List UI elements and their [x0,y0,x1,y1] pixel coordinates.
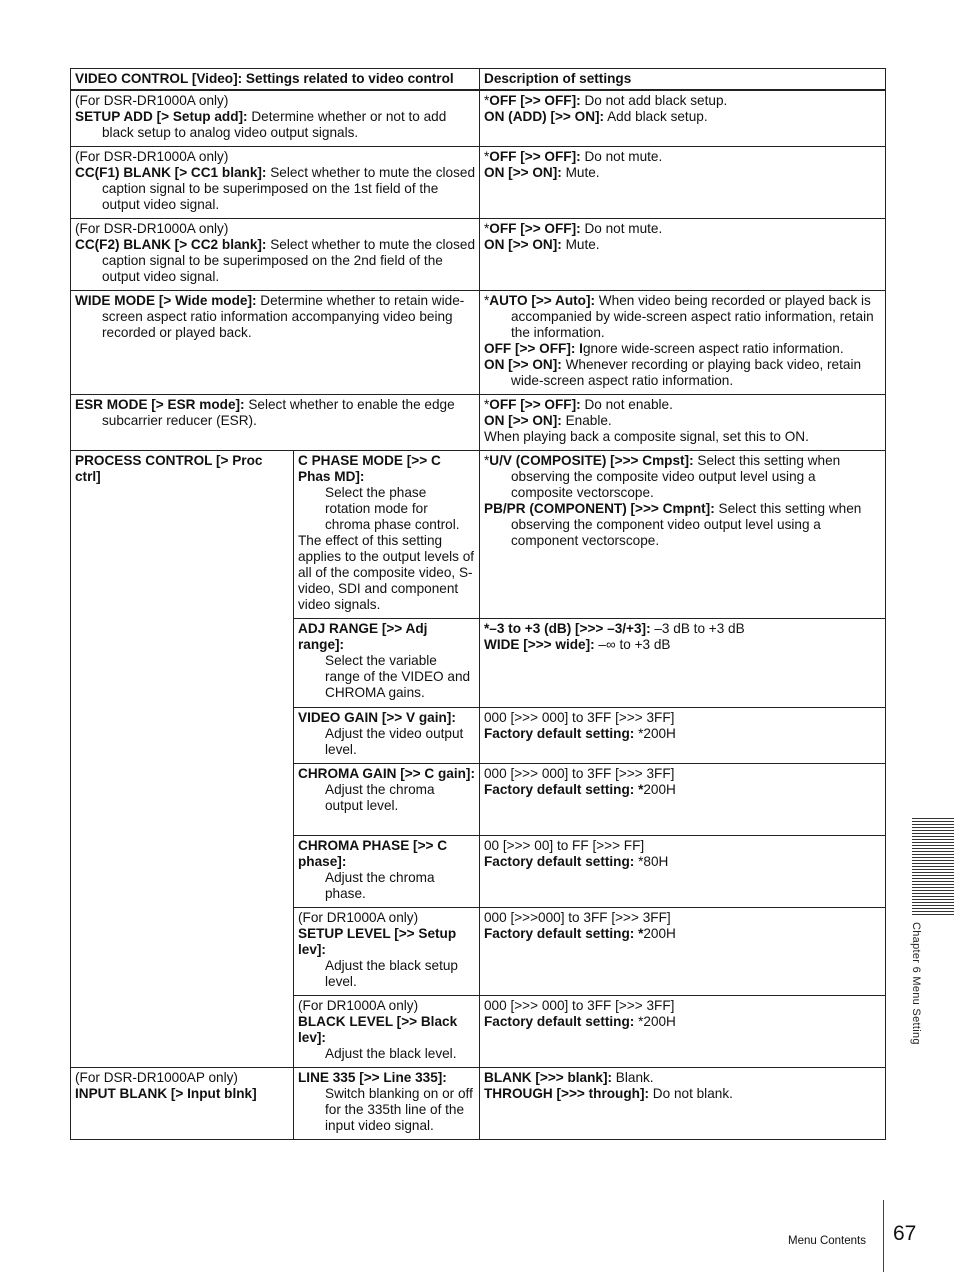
options-cell [480,707,886,763]
default-setting: Factory default setting: *80H [484,853,669,869]
settings-table [70,68,886,1140]
option-line: *–3 to +3 (dB) [>>> –3/+3]: –3 dB to +3 dB [484,620,745,636]
option-line: PB/PR (COMPONENT) [>>> Cmpnt]: Select this setting when observing the component video output level using a component vectorscope. [484,500,862,548]
sub-setting-cell [294,907,480,995]
option-line: *OFF [>> OFF]: Do not mute. [484,148,663,164]
model-note: (For DSR-DR1000A only) [75,93,229,108]
sub-setting-desc: Adjust the black level. [325,1045,457,1061]
sub-setting-cell [294,1067,480,1139]
options-cell [480,995,886,1067]
sub-setting-name: BLACK LEVEL [>> Black lev]: [298,1013,458,1045]
model-note: (For DR1000A only) [298,909,419,925]
setting-cell [71,146,480,218]
option-line: THROUGH [>>> through]: Do not blank. [484,1085,733,1101]
chapter-label: Chapter 6 Menu Setting [910,922,922,1045]
header-col-settings: VIDEO CONTROL [Video]: Settings related to video control [71,69,480,91]
option-line: ON [>> ON]: Whenever recording or playing back video, retain wide-screen aspect ratio information. [484,356,862,388]
option-note: When playing back a composite signal, set this to ON. [484,428,809,444]
model-note: (For DSR-DR1000AP only) [75,1069,238,1085]
sub-setting-name: SETUP LEVEL [>> Setup lev]: [298,925,457,957]
option-line: *OFF [>> OFF]: Do not add black setup. [484,93,728,108]
options-cell [480,90,886,146]
table-row [71,290,886,394]
default-setting: Factory default setting: *200H [484,781,676,797]
setting-name: CC(F2) BLANK [> CC2 blank]: [75,236,267,252]
footer-divider [883,1200,884,1272]
setting-name: ESR MODE [> ESR mode]: [75,396,245,412]
default-setting: Factory default setting: *200H [484,925,676,941]
options-cell [480,907,886,995]
option-line: ON [>> ON]: Mute. [484,164,600,180]
sub-setting-desc: Select the phase rotation mode for chroma phase control. [325,484,460,532]
setting-name: CC(F1) BLANK [> CC1 blank]: [75,164,267,180]
option-line: BLANK [>>> blank]: Blank. [484,1069,654,1085]
table-row [71,450,886,618]
sub-setting-name: CHROMA GAIN [>> C gain]: [298,765,475,781]
table-row [71,218,886,290]
sub-setting-name: CHROMA PHASE [>> C phase]: [298,837,448,869]
sub-setting-desc: Switch blanking on or off for the 335th line of the input video signal. [325,1085,473,1133]
sub-setting-name: ADJ RANGE [>> Adj range]: [298,620,428,652]
sub-setting-desc: Adjust the black setup level. [325,957,458,989]
default-setting: Factory default setting: *200H [484,725,676,741]
sub-setting-cell [294,450,480,618]
options-cell [480,1067,886,1139]
option-line: ON [>> ON]: Enable. [484,412,612,428]
setting-description: WIDE MODE [> Wide mode]: Determine whether to retain wide-screen aspect ratio information accompanying video being recorded or played back. [75,292,465,340]
setting-cell [71,290,480,394]
options-cell [480,218,886,290]
setting-name: SETUP ADD [> Setup add]: [75,109,248,124]
option-line: *OFF [>> OFF]: Do not mute. [484,220,663,236]
setting-cell [71,90,480,146]
sub-setting-note: The effect of this setting applies to the output levels of all of the composite video, S-video, SDI and component video signals. [298,532,475,612]
option-line: ON (ADD) [>> ON]: Add black setup. [484,109,708,124]
value-range: 00 [>>> 00] to FF [>>> FF] [484,837,645,853]
option-line: *U/V (COMPOSITE) [>>> Cmpst]: Select this setting when observing the composite video output level using a composite vectorscope. [484,452,841,500]
input-blank-cell [71,1067,294,1139]
sub-setting-name: LINE 335 [>> Line 335]: [298,1069,447,1085]
option-line: *OFF [>> OFF]: Do not enable. [484,396,673,412]
setting-cell [71,218,480,290]
sub-setting-desc: Select the variable range of the VIDEO and CHROMA gains. [325,652,471,700]
sub-setting-cell [294,707,480,763]
options-cell [480,618,886,707]
option-line: WIDE [>>> wide]: –∞ to +3 dB [484,636,671,652]
option-line: *AUTO [>> Auto]: When video being recorded or played back is accompanied by wide-screen aspect ratio information, retain the information. [484,292,874,340]
process-control-cell [71,450,294,1067]
table-row [71,1067,886,1139]
group-name: INPUT BLANK [> Input blnk] [75,1085,257,1101]
setting-cell [71,394,480,450]
value-range: 000 [>>> 000] to 3FF [>>> 3FF] [484,997,675,1013]
options-cell [480,394,886,450]
sub-setting-desc: Adjust the chroma phase. [325,869,435,901]
setting-name: WIDE MODE [> Wide mode]: [75,292,257,308]
sub-setting-cell [294,835,480,907]
sub-setting-cell [294,618,480,707]
options-cell [480,835,886,907]
option-line: ON [>> ON]: Mute. [484,236,600,252]
setting-description: SETUP ADD [> Setup add]: Determine whether or not to add black setup to analog video output signals. [75,109,447,140]
option-line: OFF [>> OFF]: Ignore wide-screen aspect ratio information. [484,340,844,356]
sub-setting-name: VIDEO GAIN [>> V gain]: [298,709,456,725]
options-cell [480,290,886,394]
sub-setting-cell [294,763,480,835]
table-row [71,90,886,146]
model-note: (For DSR-DR1000A only) [75,148,229,164]
options-cell [480,763,886,835]
page-number: 67 [893,1222,917,1245]
group-name: PROCESS CONTROL [> Proc ctrl] [75,452,263,484]
sub-setting-desc: Adjust the chroma output level. [325,781,435,813]
sub-setting-cell [294,995,480,1067]
model-note: (For DSR-DR1000A only) [75,220,229,236]
model-note: (For DR1000A only) [298,997,419,1013]
chapter-thumb-index [912,818,954,916]
options-cell [480,146,886,218]
options-cell [480,450,886,618]
setting-description: ESR MODE [> ESR mode]: Select whether to enable the edge subcarrier reducer (ESR). [75,396,455,428]
value-range: 000 [>>>000] to 3FF [>>> 3FF] [484,909,671,925]
footer-section-label: Menu Contents [788,1235,866,1247]
sub-setting-desc: Adjust the video output level. [325,725,464,757]
value-range: 000 [>>> 000] to 3FF [>>> 3FF] [484,765,675,781]
default-setting: Factory default setting: *200H [484,1013,676,1029]
value-range: 000 [>>> 000] to 3FF [>>> 3FF] [484,709,675,725]
chapter-tab [908,922,926,1054]
sub-setting-name: C PHASE MODE [>> C Phas MD]: [298,452,441,484]
table-row [71,394,886,450]
table-header-row [71,69,886,91]
setting-description: CC(F1) BLANK [> CC1 blank]: Select whether to mute the closed caption signal to be superimposed on the 1st field of the output video signal. [75,164,476,212]
setting-description: CC(F2) BLANK [> CC2 blank]: Select whether to mute the closed caption signal to be superimposed on the 2nd field of the output video signal. [75,236,476,284]
table-row [71,146,886,218]
header-col-description: Description of settings [480,69,886,91]
